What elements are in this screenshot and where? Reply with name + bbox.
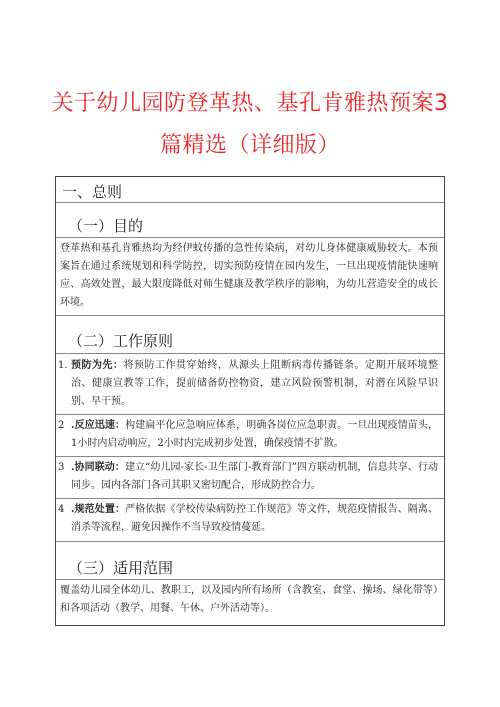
item-number: 4 bbox=[58, 504, 65, 515]
subsection-heading-scope: （三）适用范围 bbox=[68, 559, 174, 577]
principle-item bbox=[58, 417, 438, 453]
item-number: 2 bbox=[58, 420, 65, 431]
principle-item bbox=[58, 501, 438, 537]
item-text: 严格依据《学校传染病防控工作规范》等文件，规范疫情报告、隔离、消杀等流程，避免因操作不当导致疫情蔓延。 bbox=[71, 504, 439, 533]
section-heading-general: 一、总则 bbox=[62, 183, 123, 201]
subsection-heading-principles: （二）工作原则 bbox=[68, 332, 174, 350]
divider bbox=[56, 541, 444, 542]
scope-paragraph: 覆盖幼儿园全体幼儿、教职工，以及园内所有场所（含教室、食堂、操场、绿化带等）和各项活动（教学、用餐、午休、户外活动等）。 bbox=[60, 585, 438, 614]
item-number: 1. bbox=[58, 360, 68, 371]
divider bbox=[56, 498, 444, 499]
subsection-heading-purpose: （一）目的 bbox=[68, 217, 144, 235]
principle-item bbox=[58, 357, 438, 411]
item-text: 构建扁平化应急响应体系，明确各岗位应急职责。一旦出现疫情苗头，1小时内启动响应，2小时内完成初步处置，确保疫情不扩散。 bbox=[71, 420, 439, 449]
divider bbox=[56, 237, 444, 238]
item-lead: .协同联动： bbox=[71, 462, 125, 473]
document-title-line-1: 关于幼儿园防登革热、基孔肯雅热预案3 bbox=[51, 91, 449, 116]
item-lead: 预防为先： bbox=[71, 360, 124, 371]
purpose-paragraph: 登革热和基孔肯雅热均为经伊蚊传播的急性传染病，对幼儿身体健康威胁较大。本预案旨在通过系统规划和科学防控，切实预防疫情在园内发生，一旦出现疫情能快速响应、高效处置，最大限度降低对师生健康及教学秩序的影响，为幼儿营造安全的成长环境。 bbox=[60, 243, 438, 308]
item-lead: .规范处置： bbox=[71, 504, 126, 515]
item-number: 3 bbox=[58, 462, 65, 473]
document-title-line-2: 篇精选（详细版） bbox=[159, 133, 340, 158]
item-text: 将预防工作贯穿始终，从源头上阻断病毒传播链条。定期开展环境整治、健康宣教等工作，提前储备防控物资，建立风险预警机制，对潜在风险早识别、早干预。 bbox=[71, 360, 438, 407]
principle-item bbox=[58, 459, 438, 495]
divider bbox=[56, 414, 444, 415]
item-lead: .反应迅速： bbox=[71, 420, 126, 431]
divider bbox=[56, 579, 444, 580]
item-text: 建立“幼儿园-家长-卫生部门-教育部门”四方联动机制，信息共享、行动同步。园内各部门各司其职又密切配合，形成防控合力。 bbox=[71, 462, 438, 491]
divider bbox=[56, 202, 444, 203]
divider bbox=[56, 315, 444, 316]
divider bbox=[56, 456, 444, 457]
content-table bbox=[55, 176, 445, 626]
divider bbox=[56, 353, 444, 354]
